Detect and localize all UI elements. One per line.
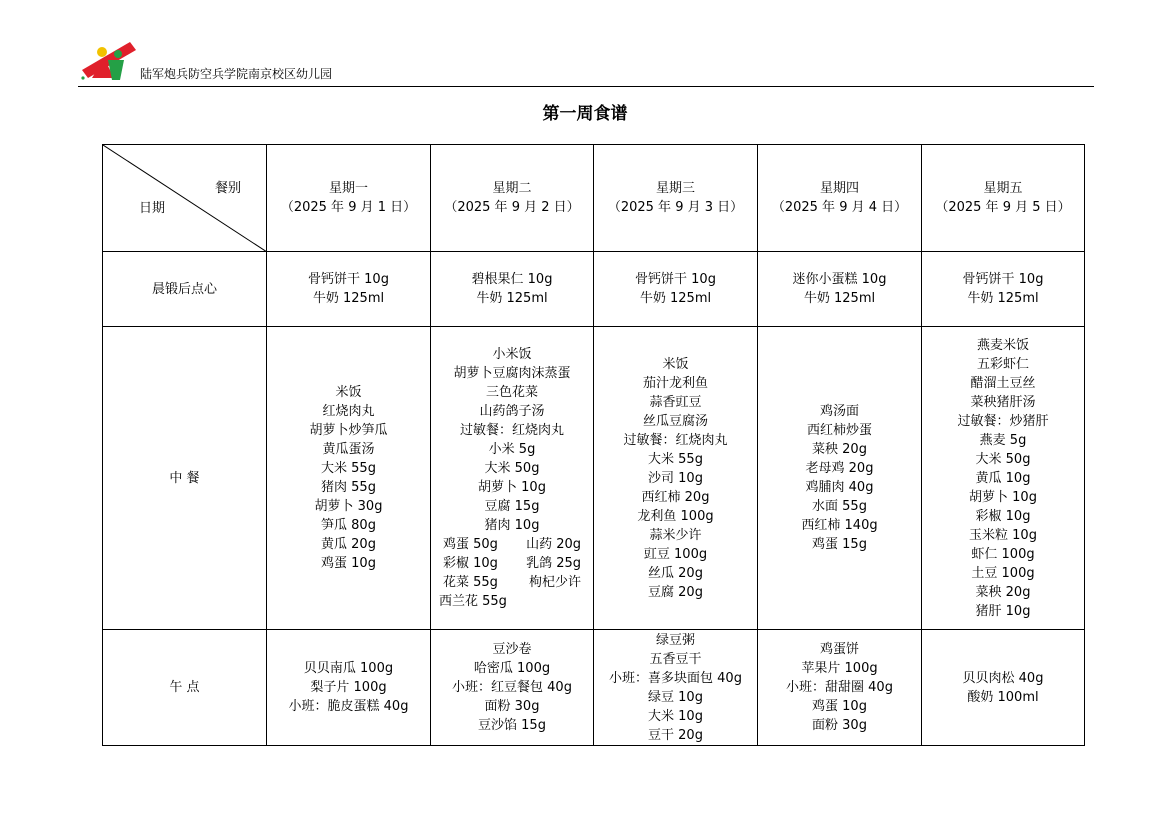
day-date: （2025 年 9 月 2 日） [444,200,580,215]
menu-line: 牛奶 125ml [312,291,385,306]
menu-line: 贝贝南瓜 100g [303,661,394,676]
meal-type-label: 餐别 [214,181,241,196]
menu-line: 豆沙馅 15g [478,718,546,733]
menu-line: 猪肝 10g [975,603,1031,619]
snack-cell [922,252,1085,327]
lunch-cell-tue [431,327,594,630]
corner-diagonal [103,145,267,252]
menu-line: 菜秧 20g [812,442,867,457]
menu-line: 猪肉 10g [484,518,540,533]
day-name: 星期二 [492,181,532,196]
menu-line: 豆沙卷 [492,642,532,657]
menu-line-pair [431,554,593,573]
menu-line: 绿豆粥 [655,632,695,648]
menu-line: 五彩虾仁 [976,356,1029,372]
menu-line: 酸奶 100ml [967,689,1039,705]
table-header-row [103,145,1085,252]
menu-line: 小米饭 [492,347,532,362]
menu-line: 虾仁 100g [971,546,1035,562]
menu-line: 胡萝卜 10g [478,480,546,495]
menu-line: 牛奶 125ml [639,291,712,306]
menu-line: 面粉 30g [812,718,867,733]
menu-item: 彩椒 10g [443,556,498,571]
menu-line: 黄瓜蛋汤 [322,442,375,457]
day-header [922,145,1085,252]
menu-line: 猪肉 55g [321,480,376,495]
row-label-snack: 晨锻后点心 [103,252,267,327]
snack-cell [758,252,922,327]
menu-line: 玉米粒 10g [969,527,1037,543]
menu-line: 老母鸡 20g [805,461,874,476]
menu-line: 菜秧 20g [975,584,1031,600]
afternoon-cell-tue [431,630,594,746]
menu-line: 沙司 10g [648,470,703,486]
menu-item: 鸡蛋 50g [443,537,498,552]
menu-line: 西红柿炒蛋 [806,423,872,438]
menu-line: 胡萝卜豆腐肉沫蒸蛋 [453,366,571,381]
menu-line: 胡萝卜 30g [314,499,383,514]
menu-item: 乳鸽 25g [526,556,581,571]
menu-line: 鸡蛋饼 [819,642,859,657]
header-divider [78,86,1094,87]
menu-item: 山药 20g [526,537,581,552]
menu-line: 贝贝肉松 40g [962,670,1044,686]
snack-cell [594,252,758,327]
menu-line: 红烧肉丸 [322,404,375,419]
menu-line: 大米 50g [975,451,1031,467]
menu-line: 牛奶 125ml [967,291,1039,306]
menu-line: 笋瓜 80g [321,518,376,533]
menu-item: 花菜 55g [443,575,498,590]
menu-line: 胡萝卜炒笋瓜 [309,423,388,438]
menu-line: 龙利鱼 100g [637,508,714,524]
menu-line: 燕麦 5g [979,432,1027,448]
menu-line: 水面 55g [812,499,867,514]
menu-line: 三色花菜 [485,385,538,400]
menu-line: 梨子片 100g [310,680,387,695]
snack-cell [267,252,431,327]
menu-line: 小班：甜甜圈 40g [786,680,893,695]
day-header [267,145,431,252]
menu-line: 鸡汤面 [819,404,859,419]
afternoon-cell-wed [594,630,758,746]
menu-line: 燕麦米饭 [976,337,1029,353]
day-name: 星期四 [819,181,859,196]
menu-line: 茄汁龙利鱼 [642,375,708,391]
menu-line: 鸡蛋 10g [812,699,867,714]
day-name: 星期三 [655,181,695,196]
page-title: 第一周食谱 [542,104,628,124]
snack-cell [431,252,594,327]
row-label-afternoon: 午 点 [103,630,267,746]
menu-line-pair [431,573,593,592]
menu-line: 大米 55g [648,451,703,467]
menu-line: 骨钙饼干 10g [635,272,716,287]
lunch-row [103,327,1085,630]
menu-line: 骨钙饼干 10g [962,272,1044,287]
date-label: 日期 [139,201,166,216]
afternoon-cell-mon [267,630,431,746]
menu-line: 西红柿 140g [801,518,878,533]
lunch-cell-thu [758,327,922,630]
menu-line: 鸡蛋 15g [812,537,867,552]
day-date: （2025 年 9 月 3 日） [607,200,744,215]
menu-line: 过敏餐：红烧肉丸 [623,432,728,448]
menu-line: 小米 5g [488,442,536,457]
menu-line: 碧根果仁 10g [471,272,553,287]
menu-line-pair [431,535,593,554]
menu-line: 面粉 30g [484,699,540,714]
menu-line: 土豆 100g [971,565,1035,581]
menu-line: 醋溜土豆丝 [970,375,1036,391]
day-date: （2025 年 9 月 4 日） [771,200,908,215]
menu-line: 丝瓜豆腐汤 [642,413,708,429]
menu-line: 小班：脆皮蛋糕 40g [288,699,409,714]
lunch-cell-fri [922,327,1085,630]
day-name: 星期一 [328,181,368,196]
menu-table [102,144,1085,746]
menu-line: 豆干 20g [648,727,703,743]
snack-row [103,252,1085,327]
menu-line: 彩椒 10g [975,508,1031,524]
menu-line: 苹果片 100g [801,661,878,676]
menu-line: 鸡蛋 10g [321,556,376,571]
menu-line: 迷你小蛋糕 10g [792,272,887,287]
menu-line: 米饭 [662,356,689,372]
menu-line: 绿豆 10g [648,689,703,705]
menu-line: 过敏餐：红烧肉丸 [459,423,564,438]
menu-line: 大米 55g [321,461,376,476]
menu-line: 黄瓜 10g [975,470,1031,486]
day-header [594,145,758,252]
lunch-cell-wed [594,327,758,630]
menu-line: 黄瓜 20g [321,537,376,552]
menu-line: 牛奶 125ml [803,291,876,306]
menu-line: 骨钙饼干 10g [308,272,389,287]
menu-line: 胡萝卜 10g [969,489,1037,505]
day-date: （2025 年 9 月 5 日） [935,200,1071,215]
day-date: （2025 年 9 月 1 日） [280,200,417,215]
menu-line: 哈密瓜 100g [473,661,551,676]
menu-line: 豆腐 15g [484,499,540,514]
menu-line: 豆腐 20g [648,584,703,600]
school-name: 陆军炮兵防空兵学院南京校区幼儿园 [140,67,333,81]
menu-line: 豇豆 100g [643,546,708,562]
menu-item: 枸杞少许 [528,575,581,590]
day-header [431,145,594,252]
menu-line: 西兰花 55g [439,594,507,609]
menu-line: 大米 50g [484,461,540,476]
menu-line: 牛奶 125ml [476,291,548,306]
menu-line: 米饭 [335,385,362,400]
lunch-cell-mon [267,327,431,630]
row-label-lunch: 中 餐 [103,327,267,630]
menu-line: 西红柿 20g [641,489,710,505]
menu-line: 五香豆干 [649,651,702,667]
afternoon-cell-fri [922,630,1085,746]
day-name: 星期五 [983,181,1023,196]
menu-line: 菜秧猪肝汤 [970,394,1036,410]
menu-line: 山药鸽子汤 [479,404,545,419]
kindergarten-logo [78,38,140,84]
menu-line: 小班：喜多块面包 40g [609,670,742,686]
menu-line: 小班：红豆餐包 40g [452,680,572,695]
menu-line: 鸡脯肉 40g [805,480,874,495]
page-header [0,0,1170,90]
afternoon-cell-thu [758,630,922,746]
menu-line: 蒜香豇豆 [649,394,702,410]
menu-line: 大米 10g [648,708,703,724]
corner-cell [103,145,267,252]
menu-line: 丝瓜 20g [648,565,703,581]
day-header [758,145,922,252]
afternoon-row [103,630,1085,746]
menu-line: 蒜米少许 [649,527,702,543]
menu-line: 过敏餐：炒猪肝 [957,413,1049,429]
